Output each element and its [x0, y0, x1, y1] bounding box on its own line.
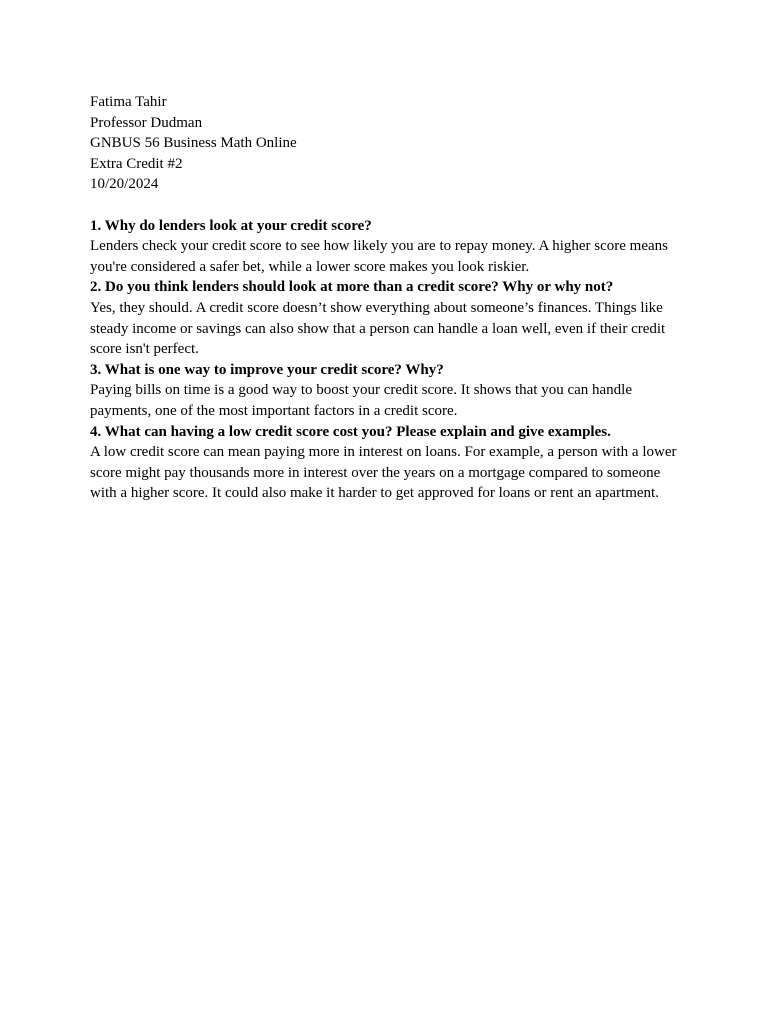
assignment-title: Extra Credit #2 [90, 155, 183, 172]
question-heading: 3. What is one way to improve your credit score? Why? [90, 361, 444, 378]
question-heading: 4. What can having a low credit score cost you? Please explain and give examples. [90, 423, 611, 440]
question-heading: 1. Why do lenders look at your credit score? [90, 217, 372, 234]
document-body [90, 92, 680, 504]
answer-paragraph: A low credit score can mean paying more in interest on loans. For example, a person with a lower score might pay thousands more in interest over the years on a mortgage compared to someone with a higher score. It could also make it harder to get approved for loans or rent an apartment. [90, 444, 677, 502]
qa-item [90, 422, 680, 504]
course-name: GNBUS 56 Business Math Online [90, 135, 297, 152]
answer-paragraph: Paying bills on time is a good way to boost your credit score. It shows that you can handle payments, one of the most important factors in a credit score. [90, 382, 632, 419]
qa-item [90, 216, 680, 278]
answer-paragraph: Lenders check your credit score to see how likely you are to repay money. A higher score means you're considered a safer bet, while a lower score makes you look riskier. [90, 238, 668, 275]
professor-name: Professor Dudman [90, 114, 203, 131]
submission-date: 10/20/2024 [90, 176, 159, 193]
qa-item [90, 277, 680, 359]
answer-paragraph: Yes, they should. A credit score doesn’t show everything about someone’s finances. Things like steady income or savings can also show that a person can handle a loan well, even if their credit score isn't perfect. [90, 299, 666, 358]
qa-item [90, 360, 680, 422]
question-heading: 2. Do you think lenders should look at more than a credit score? Why or why not? [90, 279, 614, 296]
student-name: Fatima Tahir [90, 94, 167, 110]
document-header [90, 92, 680, 195]
qa-section [90, 216, 680, 504]
blank-line [90, 195, 680, 216]
